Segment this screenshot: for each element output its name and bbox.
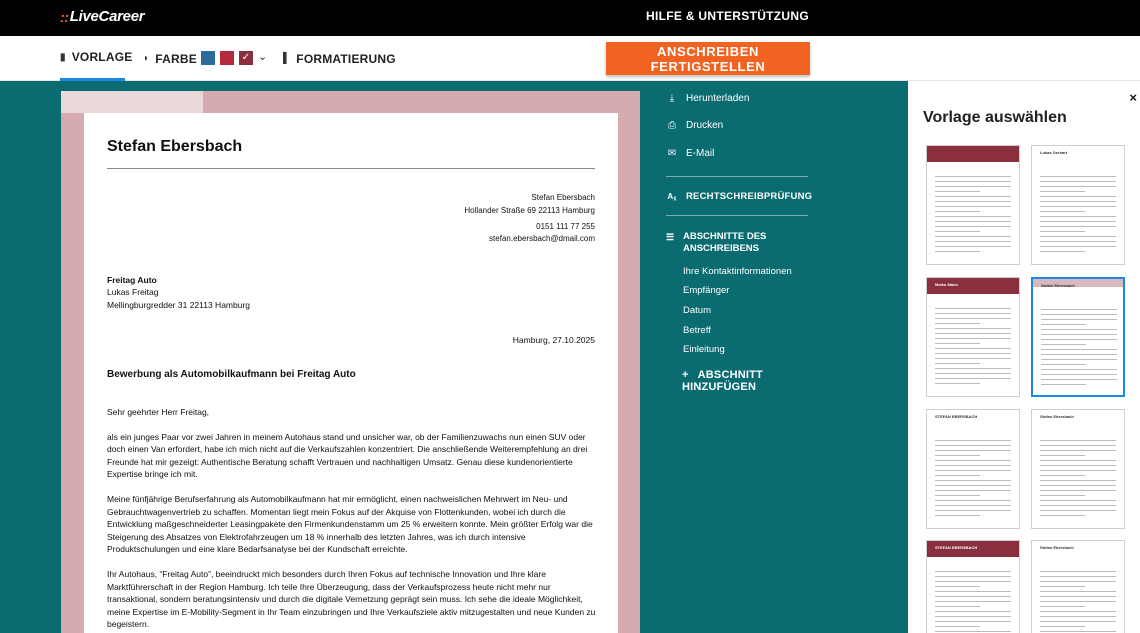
chevron-down-icon[interactable]: ⌄ xyxy=(258,51,268,63)
plus-icon: + xyxy=(682,369,689,381)
spellcheck-button[interactable]: Aᵪ RECHTSCHREIBPRÜFUNG xyxy=(667,191,813,202)
paragraph: Meine fünfjährige Berufserfahrung als Automobilkaufmann hat mir ermöglicht, einen nachweislichen Mehrwert im Neu- und Gebrauchtwagenvertrieb zu schaffen. Momentan liegt mein Fokus auf der Akquise von Flottenkunden, wobei ich durch die Entwicklung maßgeschneiderter Leasingpakete den Firmenkundenstamm um 25 % erweitern konnte. Mein größter Erfolg war die Steigerung des Absatzes von Elektrofahrzeugen um 18 % innerhalb des letzten Jahres, was ich durch intensive Produktschulungen und eine klare Bedarfsanalyse bei der Kundschaft erreichte. xyxy=(107,494,593,555)
tab-farbe[interactable]: ◗ FARBE xyxy=(143,51,197,66)
section-link-datum[interactable]: Datum xyxy=(683,305,711,316)
finish-cover-letter-button[interactable]: ANSCHREIBEN FERTIGSTELLEN xyxy=(606,42,810,75)
print-button[interactable]: ⎙ Drucken xyxy=(668,120,724,131)
letter-name[interactable]: Stefan Ebersbach xyxy=(107,138,243,155)
tab-vorlage[interactable]: ▮ VORLAGE xyxy=(60,36,125,81)
download-icon: ⤓ xyxy=(669,93,675,104)
paragraph: Ihr Autohaus, “Freitag Auto”, beeindruckt mich besonders durch Ihren Fokus auf technische Innovation und Ihre klare Marktführerschaft in der Region Hamburg. Ich teile Ihre Überzeugung, dass der Verkaufsprozess heute nicht mehr nur transaktional, sondern beratungsintensiv und durch die digitale Vernetzung geprägt sein muss. Ich sehe die ideale Möglichkeit, meine Expertise im E-Mobility-Segment in Ihr Team einzubringen und Ihre Verkaufsziele aktiv mitzugestalten und neue Kunden zu begeistern. xyxy=(107,569,596,630)
sections-heading: ☰ ABSCHNITTE DES ANSCHREIBENS xyxy=(666,231,767,254)
section-link-einleitung[interactable]: Einleitung xyxy=(683,344,725,355)
section-link-kontakt[interactable]: Ihre Kontaktinformationen xyxy=(683,266,792,277)
divider xyxy=(107,168,595,169)
template-thumbnail[interactable]: Meiko Mann xyxy=(926,277,1020,397)
section-link-empfaenger[interactable]: Empfänger xyxy=(683,285,730,296)
color-swatch-red[interactable] xyxy=(220,51,234,65)
template-panel xyxy=(908,81,1140,633)
template-thumbnail[interactable]: Stefan Ebersbach xyxy=(1031,277,1125,397)
editor-toolbar xyxy=(0,36,1140,81)
add-section-button[interactable]: + ABSCHNITT HINZUFÜGEN xyxy=(682,369,763,393)
top-bar xyxy=(0,0,1140,36)
recipient-block[interactable]: Freitag Auto Lukas Freitag Mellingburgredder 31 22113 Hamburg xyxy=(107,275,251,310)
template-thumbnail[interactable]: Stefan Ebersbach xyxy=(1031,409,1125,529)
template-thumbnail[interactable]: Lukas Gerhart xyxy=(1031,145,1125,265)
format-icon: ▌ xyxy=(283,53,291,64)
close-icon[interactable]: × xyxy=(1129,90,1137,105)
panel-title: Vorlage auswählen xyxy=(923,109,1067,126)
divider xyxy=(666,176,808,177)
salutation: Sehr geehrter Herr Freitag, xyxy=(107,407,210,417)
letter-date[interactable]: Hamburg, 27.10.2025 xyxy=(512,335,595,345)
template-thumbnail[interactable]: STEFAN EBERSBACH xyxy=(926,409,1020,529)
template-thumbnail[interactable]: STEFAN EBERSBACH xyxy=(926,540,1020,633)
livecareer-logo[interactable]: :: LiveCareer xyxy=(60,8,145,25)
tab-formatierung[interactable]: ▌ FORMATIERUNG xyxy=(283,51,396,66)
section-link-betreff[interactable]: Betreff xyxy=(683,325,711,336)
mail-icon: ✉ xyxy=(667,148,677,159)
cover-letter-document[interactable] xyxy=(84,113,618,633)
list-icon: ☰ xyxy=(666,232,675,242)
email-button[interactable]: ✉ E-Mail xyxy=(667,148,715,159)
document-icon: ▮ xyxy=(60,51,66,63)
template-thumbnail[interactable] xyxy=(926,145,1020,265)
template-thumbnail[interactable]: Stefan Ebersbach xyxy=(1031,540,1125,633)
paragraph: als ein junges Paar vor zwei Jahren in meinem Autohaus stand und unsicher war, ob der Familienzuwachs nun einen SUV oder doch einen Van erfordert, habe ich mich nicht auf die Verkaufszahlen konzentriert. Die anschließende Weiterempfehlung an drei Freunde hat mir gezeigt: Authentische Beratung schafft Vertrauen und nachhaltigen Umsatz. Genau diese kundenorientierte Expertise bringe ich mit. xyxy=(107,431,588,480)
download-button[interactable]: ⤓ Herunterladen xyxy=(666,93,749,104)
color-swatch-selected[interactable]: ✓ xyxy=(239,51,253,65)
printer-icon: ⎙ xyxy=(668,120,676,131)
sender-block[interactable]: Stefan Ebersbach Hollander Straße 69 22113 Hamburg 0151 111 77 255 stefan.ebersbach@dmail.com xyxy=(464,193,595,244)
letter-body[interactable] xyxy=(107,406,597,633)
letter-subject[interactable]: Bewerbung als Automobilkaufmann bei Freitag Auto xyxy=(107,369,356,380)
divider xyxy=(666,215,808,216)
color-swatch-blue[interactable] xyxy=(201,51,215,65)
help-link[interactable]: HILFE & UNTERSTÜTZUNG xyxy=(646,9,809,23)
spellcheck-icon: Aᵪ xyxy=(667,192,677,201)
paint-bucket-icon: ◗ xyxy=(143,53,150,64)
